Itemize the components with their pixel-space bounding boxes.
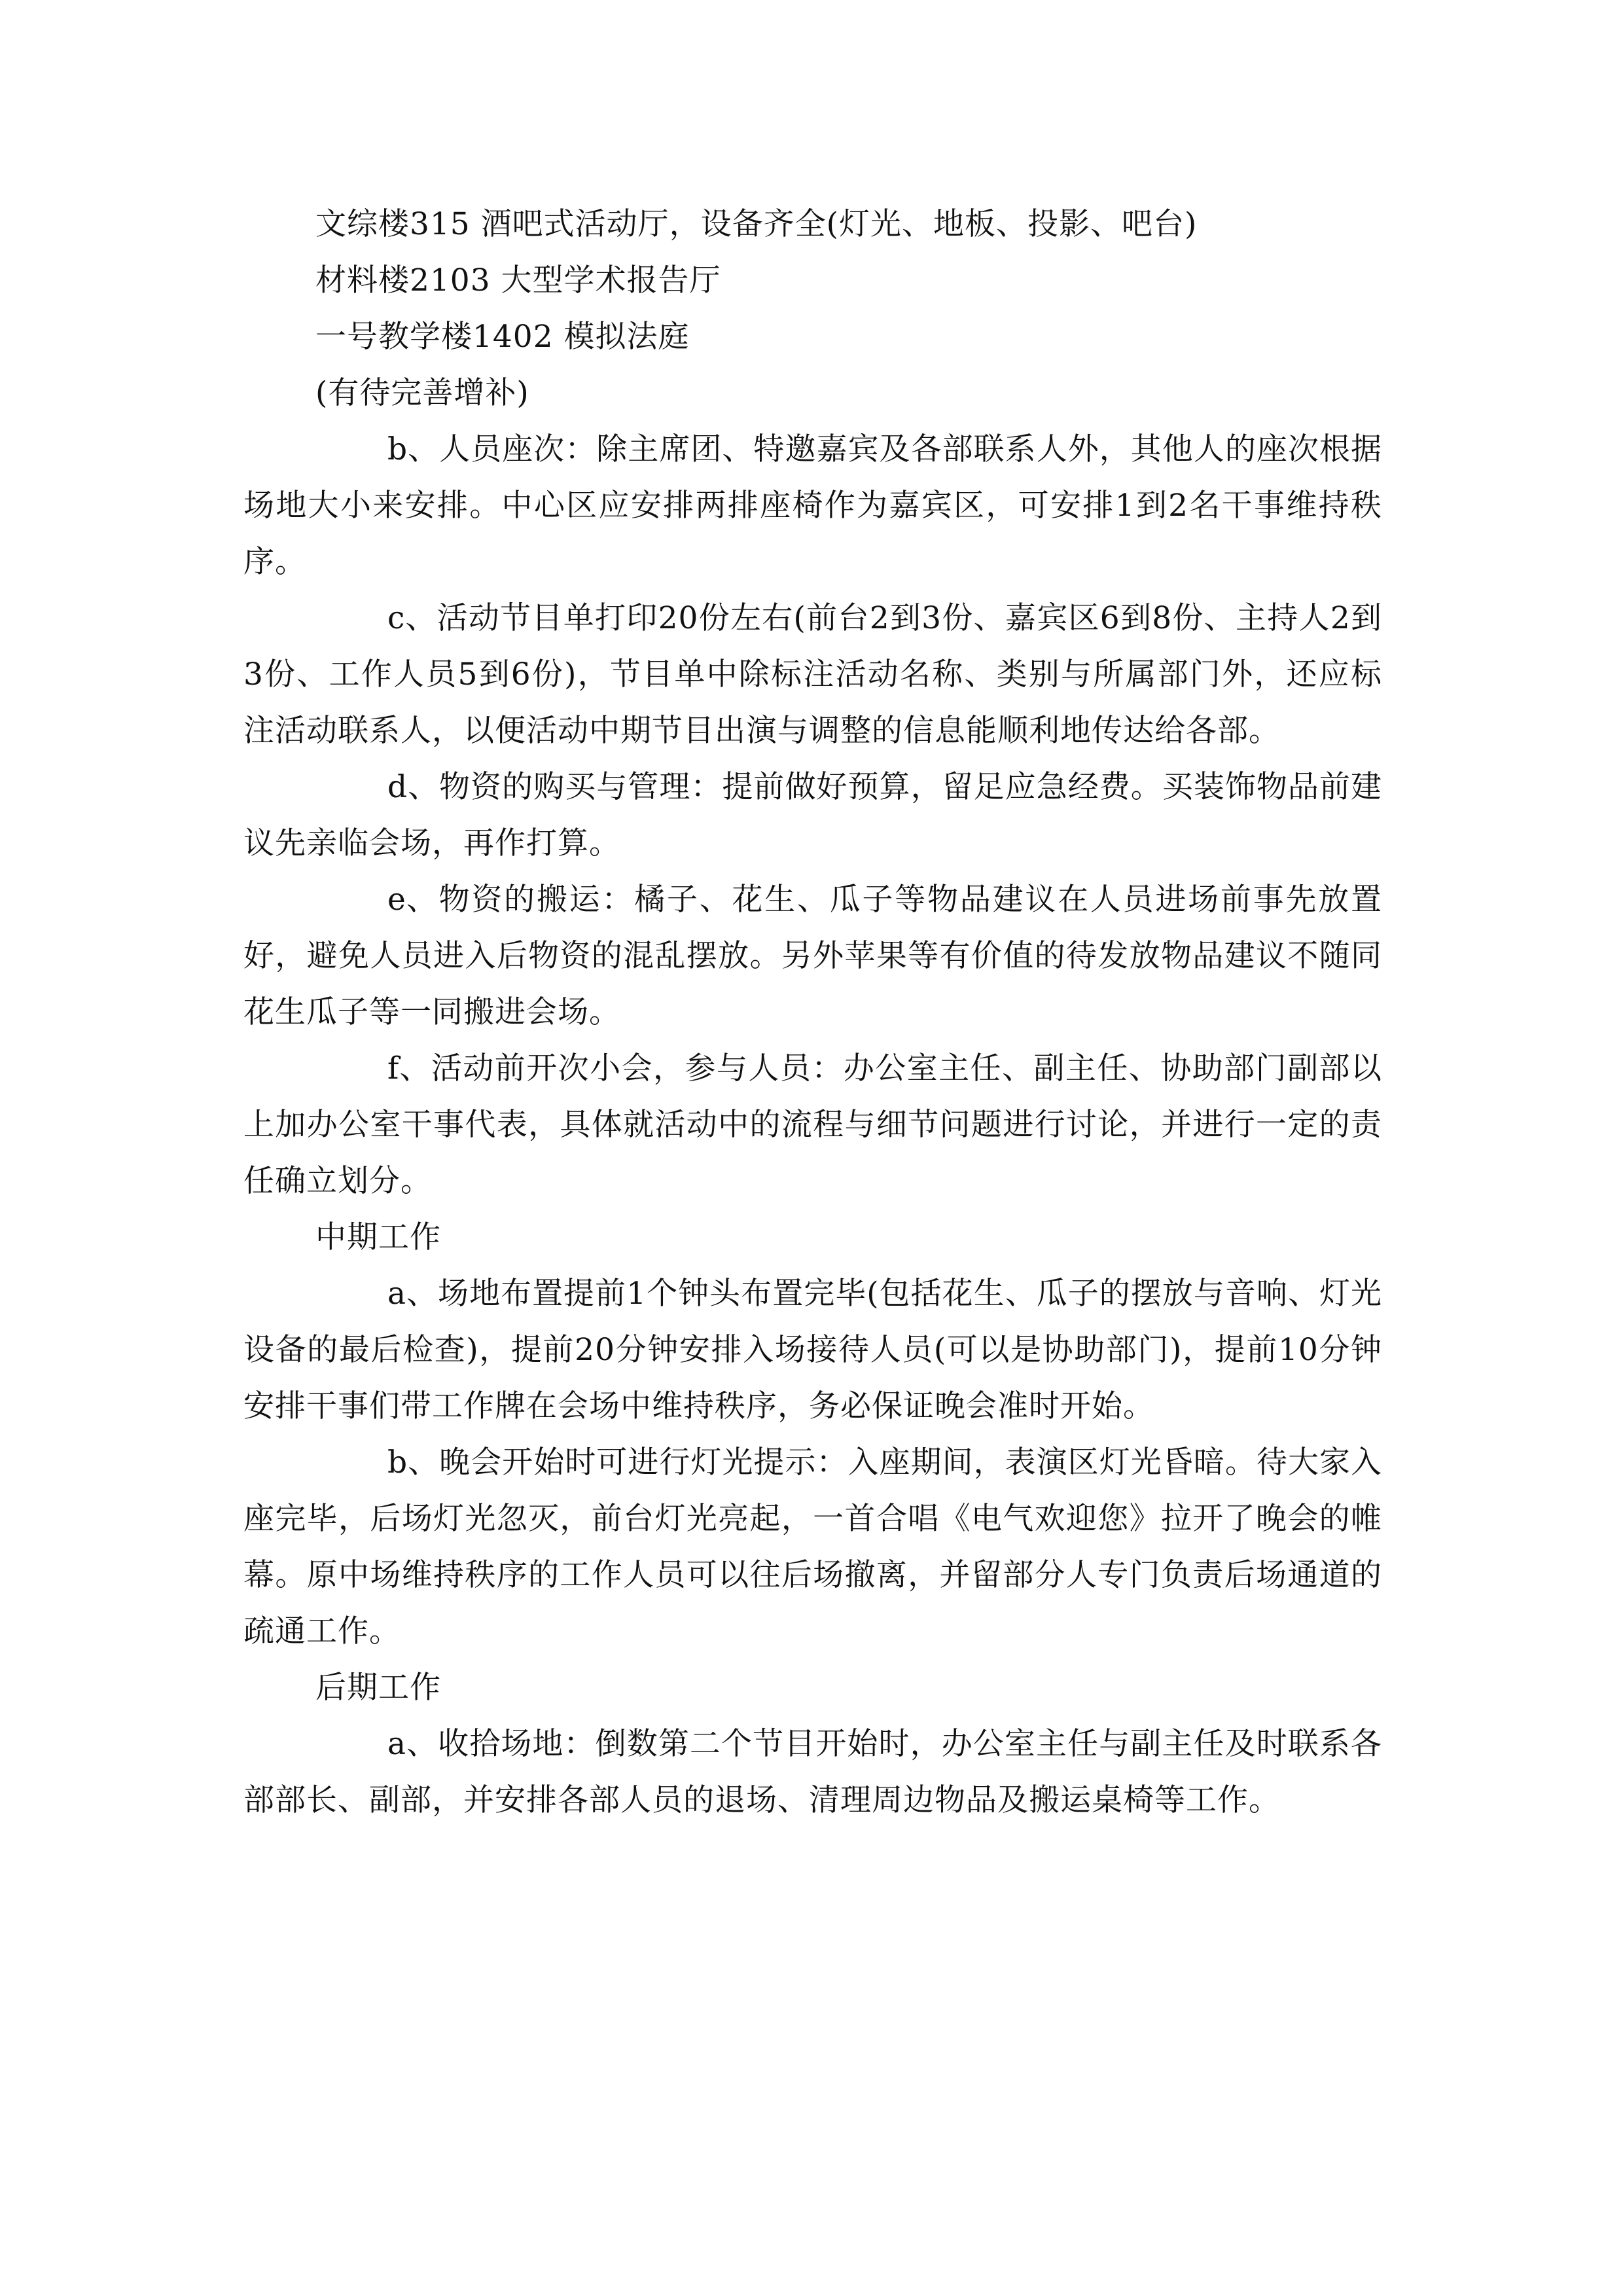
item-text: 物资的购买与管理：提前做好预算，留足应急经费。买装饰物品前建议先亲临会场，再作打算。: [243, 769, 1382, 861]
early-item: [243, 1041, 1382, 1210]
venue-line: 文综楼315 酒吧式活动厅，设备齐全(灯光、地板、投影、吧台): [315, 206, 1198, 242]
item-text: 收拾场地：倒数第二个节目开始时，办公室主任与副主任及时联系各部部长、副部，并安排各部人员的退场、清理周边物品及搬运桌椅等工作。: [243, 1726, 1382, 1818]
item-text: 物资的搬运：橘子、花生、瓜子等物品建议在人员进场前事先放置好，避免人员进入后物资的混乱摆放。另外苹果等有价值的待发放物品建议不随同花生瓜子等一同搬进会场。: [243, 882, 1382, 1030]
venue-line: 材料楼2103 大型学术报告厅: [315, 262, 721, 298]
item-label: e、: [387, 882, 438, 918]
early-item: [243, 590, 1382, 759]
venue-note: (有待完善增补): [315, 375, 529, 411]
item-label: b、: [387, 1444, 440, 1480]
middle-item: [243, 1266, 1382, 1435]
venue-line: 一号教学楼1402 模拟法庭: [315, 319, 690, 355]
item-text: 人员座次：除主席团、特邀嘉宾及各部联系人外，其他人的座次根据场地大小来安排。中心区应安排两排座椅作为嘉宾区，可安排1到2名干事维持秩序。: [243, 431, 1382, 580]
early-item: [243, 872, 1382, 1041]
item-text: 活动节目单打印20份左右(前台2到3份、嘉宾区6到8份、主持人2到3份、工作人员5到6份)，节目单中除标注活动名称、类别与所属部门外，还应标注活动联系人，以便活动中期节目出演与调整的信息能顺利地传达给各部。: [243, 600, 1382, 749]
early-item: [243, 759, 1382, 872]
early-item: [243, 422, 1382, 590]
late-item: [243, 1716, 1382, 1829]
item-text: 场地布置提前1个钟头布置完毕(包括花生、瓜子的摆放与音响、灯光设备的最后检查)，提前20分钟安排入场接待人员(可以是协助部门)，提前10分钟安排干事们带工作牌在会场中维持秩序，务必保证晚会准时开始。: [243, 1276, 1382, 1424]
item-label: a、: [387, 1276, 438, 1312]
item-label: f、: [387, 1050, 431, 1086]
middle-item: [243, 1435, 1382, 1660]
document-body: [243, 196, 1382, 1829]
item-label: b、: [387, 431, 440, 467]
section-heading-middle: 中期工作: [315, 1219, 441, 1255]
item-text: 活动前开次小会，参与人员：办公室主任、副主任、协助部门副部以上加办公室干事代表，具体就活动中的流程与细节问题进行讨论，并进行一定的责任确立划分。: [243, 1050, 1382, 1199]
item-text: 晚会开始时可进行灯光提示：入座期间，表演区灯光昏暗。待大家入座完毕，后场灯光忽灭，前台灯光亮起，一首合唱《电气欢迎您》拉开了晚会的帷幕。原中场维持秩序的工作人员可以往后场撤离，并留部分人专门负责后场通道的疏通工作。: [243, 1444, 1382, 1649]
item-label: c、: [387, 600, 437, 636]
item-label: a、: [387, 1726, 438, 1762]
item-label: d、: [387, 769, 440, 805]
section-heading-late: 后期工作: [315, 1670, 441, 1706]
